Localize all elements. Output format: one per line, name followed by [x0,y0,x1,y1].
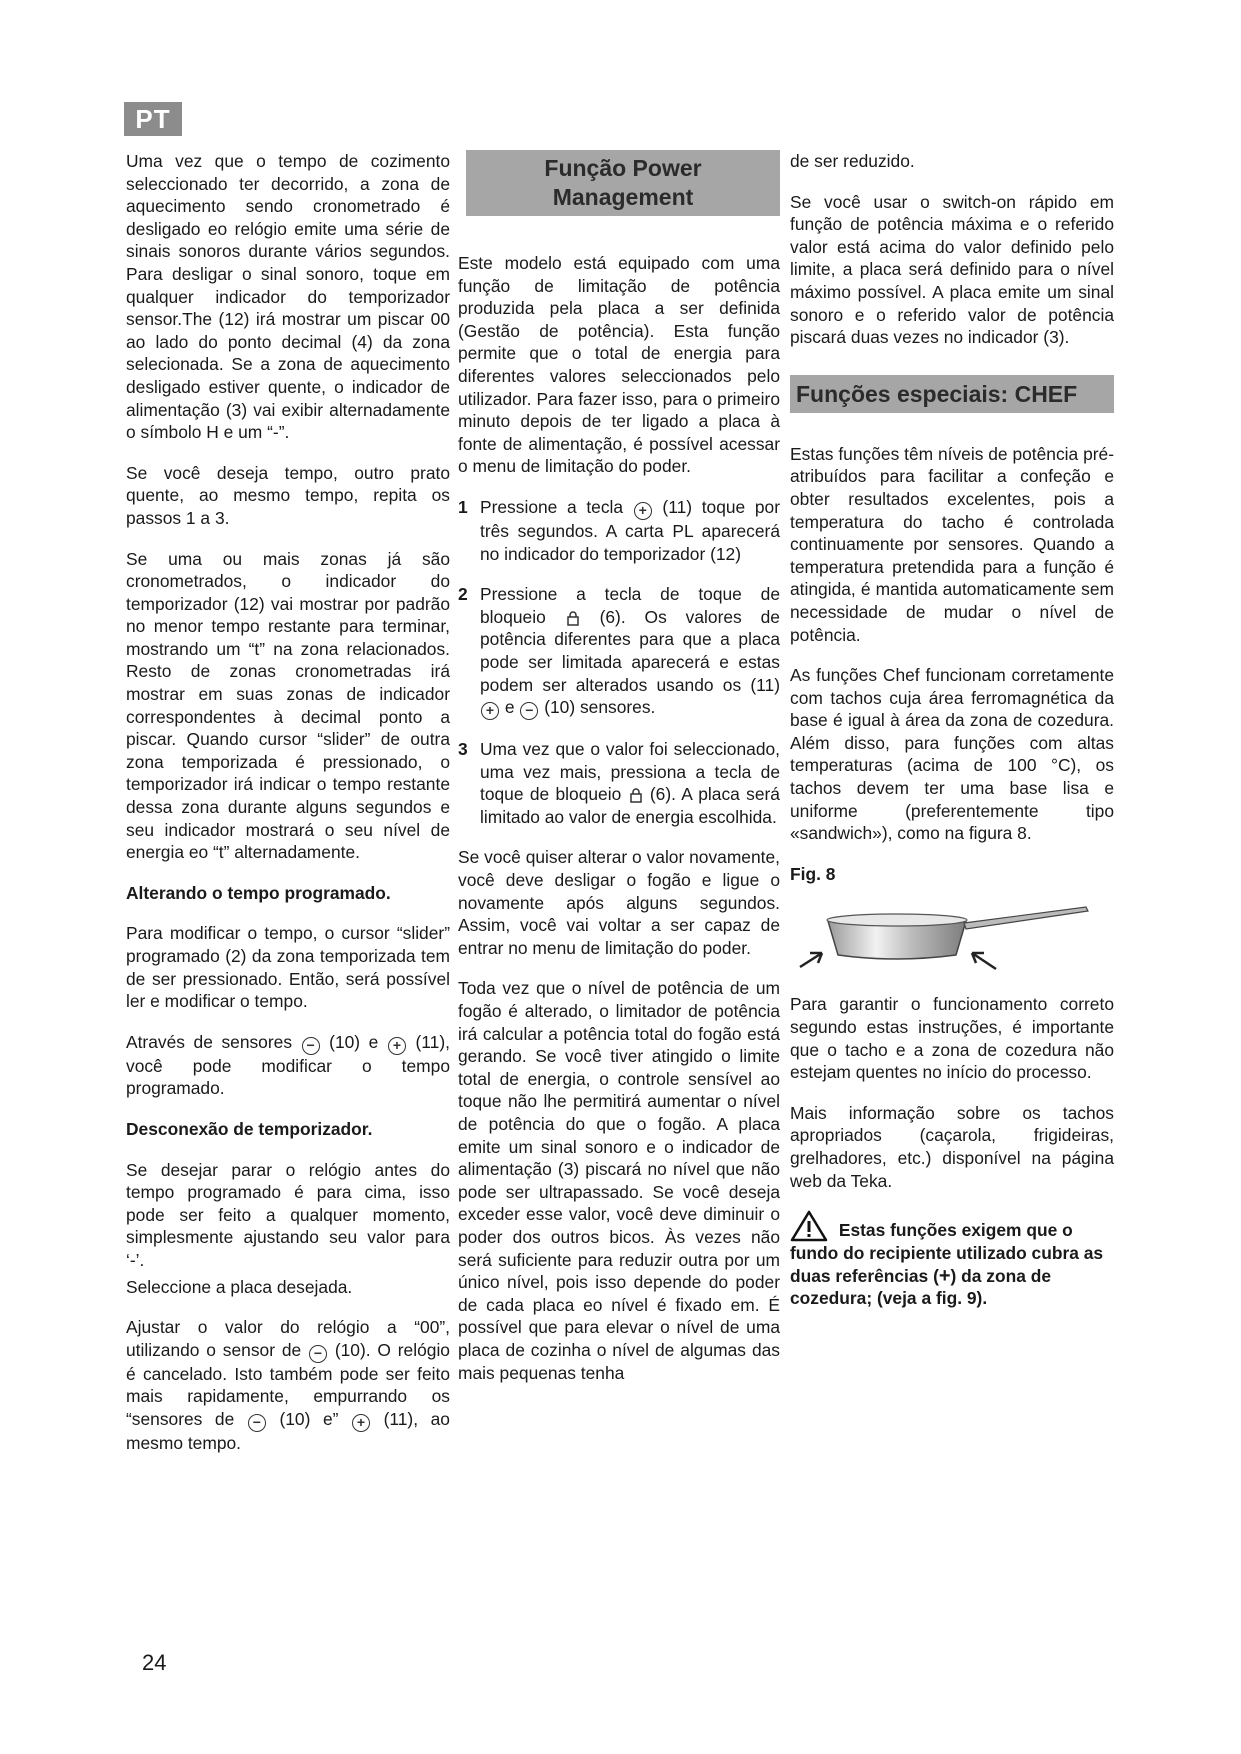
text: e [504,697,515,718]
column-right [790,150,1114,1328]
text: (6). A placa será limitado ao valor de energia escolhida. [480,784,780,827]
paragraph: As funções Chef funcionam corretamente com tachos cuja área ferromagnética da base é igual à área da zona de cozedura. Além disso, para funções com altas temperaturas (acima de 100 °C), os tachos devem ter uma base lisa e uniforme (preferentemente tipo «sandwich»), como na figura 8. [790,665,1114,844]
lock-icon [628,787,644,803]
lock-icon [565,610,581,626]
paragraph: Este modelo está equipado com uma função de limitação de potência produzida pela placa a ser definida (Gestão de potência). Esta função permite que o total de energia para diferentes valores seleccionados pelo utilizador. Para fazer isso, para o primeiro minuto depois de ter ligado a placa à fonte de alimentação, é possível acessar o menu de limitação do poder. [458,253,780,477]
column-middle [458,150,780,1402]
text: (10) e [329,1031,379,1052]
text: (10). O relógio é cancelado. Isto também pode ser feito mais rapidamente, empurrando os “sensores de [126,1339,450,1429]
heading-power-management: Função Power Management [466,150,780,216]
paragraph [126,1316,450,1454]
text: ) da zona de cozedura; (veja a fig. 9). [790,1265,1052,1309]
paragraph: Se você deseja tempo, outro prato quente, ao mesmo tempo, repita os passos 1 a 3. [126,462,450,528]
minus-sensor-icon: − [302,1037,320,1055]
cross-reference-mark: + [938,1264,951,1287]
paragraph: Seleccione a placa desejada. [126,1276,353,1297]
text: (11), ao mesmo tempo. [126,1408,450,1453]
frying-pan-illustration [796,903,1096,983]
paragraph: Para modificar o tempo, o cursor “slider” programado (2) da zona temporizada tem de ser pressionado. Então, será possível ler e modificar o tempo. [126,923,450,1012]
text: (11), você pode modificar o tempo programado. [126,1031,450,1099]
text: Pressione a tecla de toque de bloqueio [480,584,780,627]
minus-sensor-icon: − [309,1345,327,1363]
paragraph [126,1031,450,1100]
plus-sensor-icon: + [634,502,652,520]
warning-note [790,1210,1114,1310]
plus-sensor-icon: + [388,1037,406,1055]
column-left [126,150,450,1473]
plus-sensor-icon: + [481,702,499,720]
plus-sensor-icon: + [352,1414,370,1432]
subheading-change-time: Alterando o tempo programado. [126,882,391,903]
paragraph: Se desejar parar o relógio antes do tempo programado é para cima, isso pode ser feito a qualquer momento, simplesmente ajustando seu valor para ‘-’. [126,1159,450,1270]
heading-chef-functions: Funções especiais: CHEF [790,375,1114,413]
step-number: 2 [458,584,468,605]
paragraph: Estas funções têm níveis de potência pré-atribuídos para facilitar a confeção e obter resultados excelentes, pois a temperatura do tacho é controlada continuamente por sensores. Quando a temperatura pretendida para a função é atingida, é mantida automaticamente sem necessidade de mudar o nível de potência. [790,443,1114,645]
subheading-timer-disconnect: Desconexão de temporizador. [126,1118,373,1139]
text: Pressione a tecla [480,496,624,517]
language-tag: PT [124,102,182,136]
text: Estas funções exigem que o fundo do recipiente utilizado cubra as duas referências ( [790,1220,1104,1286]
figure-label: Fig. 8 [790,863,836,884]
steps-list [458,496,780,829]
text: Uma vez que o valor foi seleccionado, uma vez mais, pressiona a tecla de toque de bloqueio [480,739,780,805]
paragraph: Se uma ou mais zonas já são cronometrados, o indicador do temporizador (12) vai mostrar por padrão no menor tempo restante para terminar, mostrando um “t” na zona relacionados. Resto de zonas cronometradas irá mostrar em suas zonas de indicador correspondentes à decimal ponto a piscar. Quando cursor “slider” de outra zona temporizada é pressionado, o temporizador irá indicar o tempo restante dessa zona durante alguns segundos e seu indicador mostrará o seu nível de energia eo “t” alternadamente. [126,548,450,863]
step-item [458,738,780,828]
text: (10) sensores. [544,697,656,718]
minus-sensor-icon: − [520,702,538,720]
paragraph: Se você usar o switch-on rápido em função de potência máxima e o referido valor está acima do valor definido pelo limite, a placa será definido para o nível máximo possível. A placa emite um sinal sonoro e o referido valor de potência piscará duas vezes no indicador (3). [790,191,1114,348]
paragraph: Para garantir o funcionamento correto segundo estas instruções, é importante que o tacho e a zona de cozedura não estejam quentes no início do processo. [790,994,1114,1083]
text: (6). Os valores de potência diferentes para que a placa pode ser limitada aparecerá e estas podem ser alterados usando os (11) [480,606,780,695]
paragraph: Mais informação sobre os tachos apropriados (caçarola, frigideiras, grelhadores, etc.) disponível na página web da Teka. [790,1102,1114,1191]
paragraph: de ser reduzido. [790,151,915,171]
paragraph: Toda vez que o nível de potência de um fogão é alterado, o limitador de potência irá calcular a potência total do fogão está gerando. Se você tiver atingido o limite total de energia, o controle sensível ao toque não lhe permitirá aumentar o nível de potência do que o fogão. A placa emite um sinal sonoro e o indicador de alimentação (3) piscará no nível que não pode ser ultrapassado. Se você deseja exceder esse valor, você deve diminuir o poder dos outros bicos. Às vezes não será suficiente para reduzir outra por um único nível, pois isso depende do poder de cada placa eo nível é fixado em. É possível que para elevar o nível de uma placa de cozinha o nível de algumas das mais pequenas tenha [458,978,780,1383]
text: Ajustar o valor do relógio a “00”, utilizando o sensor de [126,1317,450,1360]
text: Através de sensores [126,1031,293,1052]
step-item [458,583,780,720]
paragraph: Uma vez que o tempo de cozimento seleccionado ter decorrido, a zona de aquecimento sendo cronometrado é desligado eo relógio emite uma série de sinais sonoros durante vários segundos. Para desligar o sinal sonoro, toque em qualquer indicador do temporizador sensor.The (12) irá mostrar um piscar 00 ao lado do ponto decimal (4) da zona selecionada. Se a zona de aquecimento desligado estiver quente, o indicador de alimentação (3) vai exibir alternadamente o símbolo H e um “-”. [126,151,450,443]
step-number: 3 [458,739,468,760]
paragraph: Se você quiser alterar o valor novamente, você deve desligar o fogão e ligue o novamente após alguns segundos. Assim, você vai voltar a ser capaz de entrar no menu de limitação do poder. [458,847,780,958]
minus-sensor-icon: − [248,1414,266,1432]
page-number: 24 [142,1650,167,1675]
text: (11) toque por três segundos. A carta PL aparecerá no indicador do temporizador (12) [480,496,781,564]
warning-icon [790,1210,828,1242]
step-item [458,496,780,565]
step-number: 1 [458,496,468,517]
text: (10) e” [279,1408,339,1429]
